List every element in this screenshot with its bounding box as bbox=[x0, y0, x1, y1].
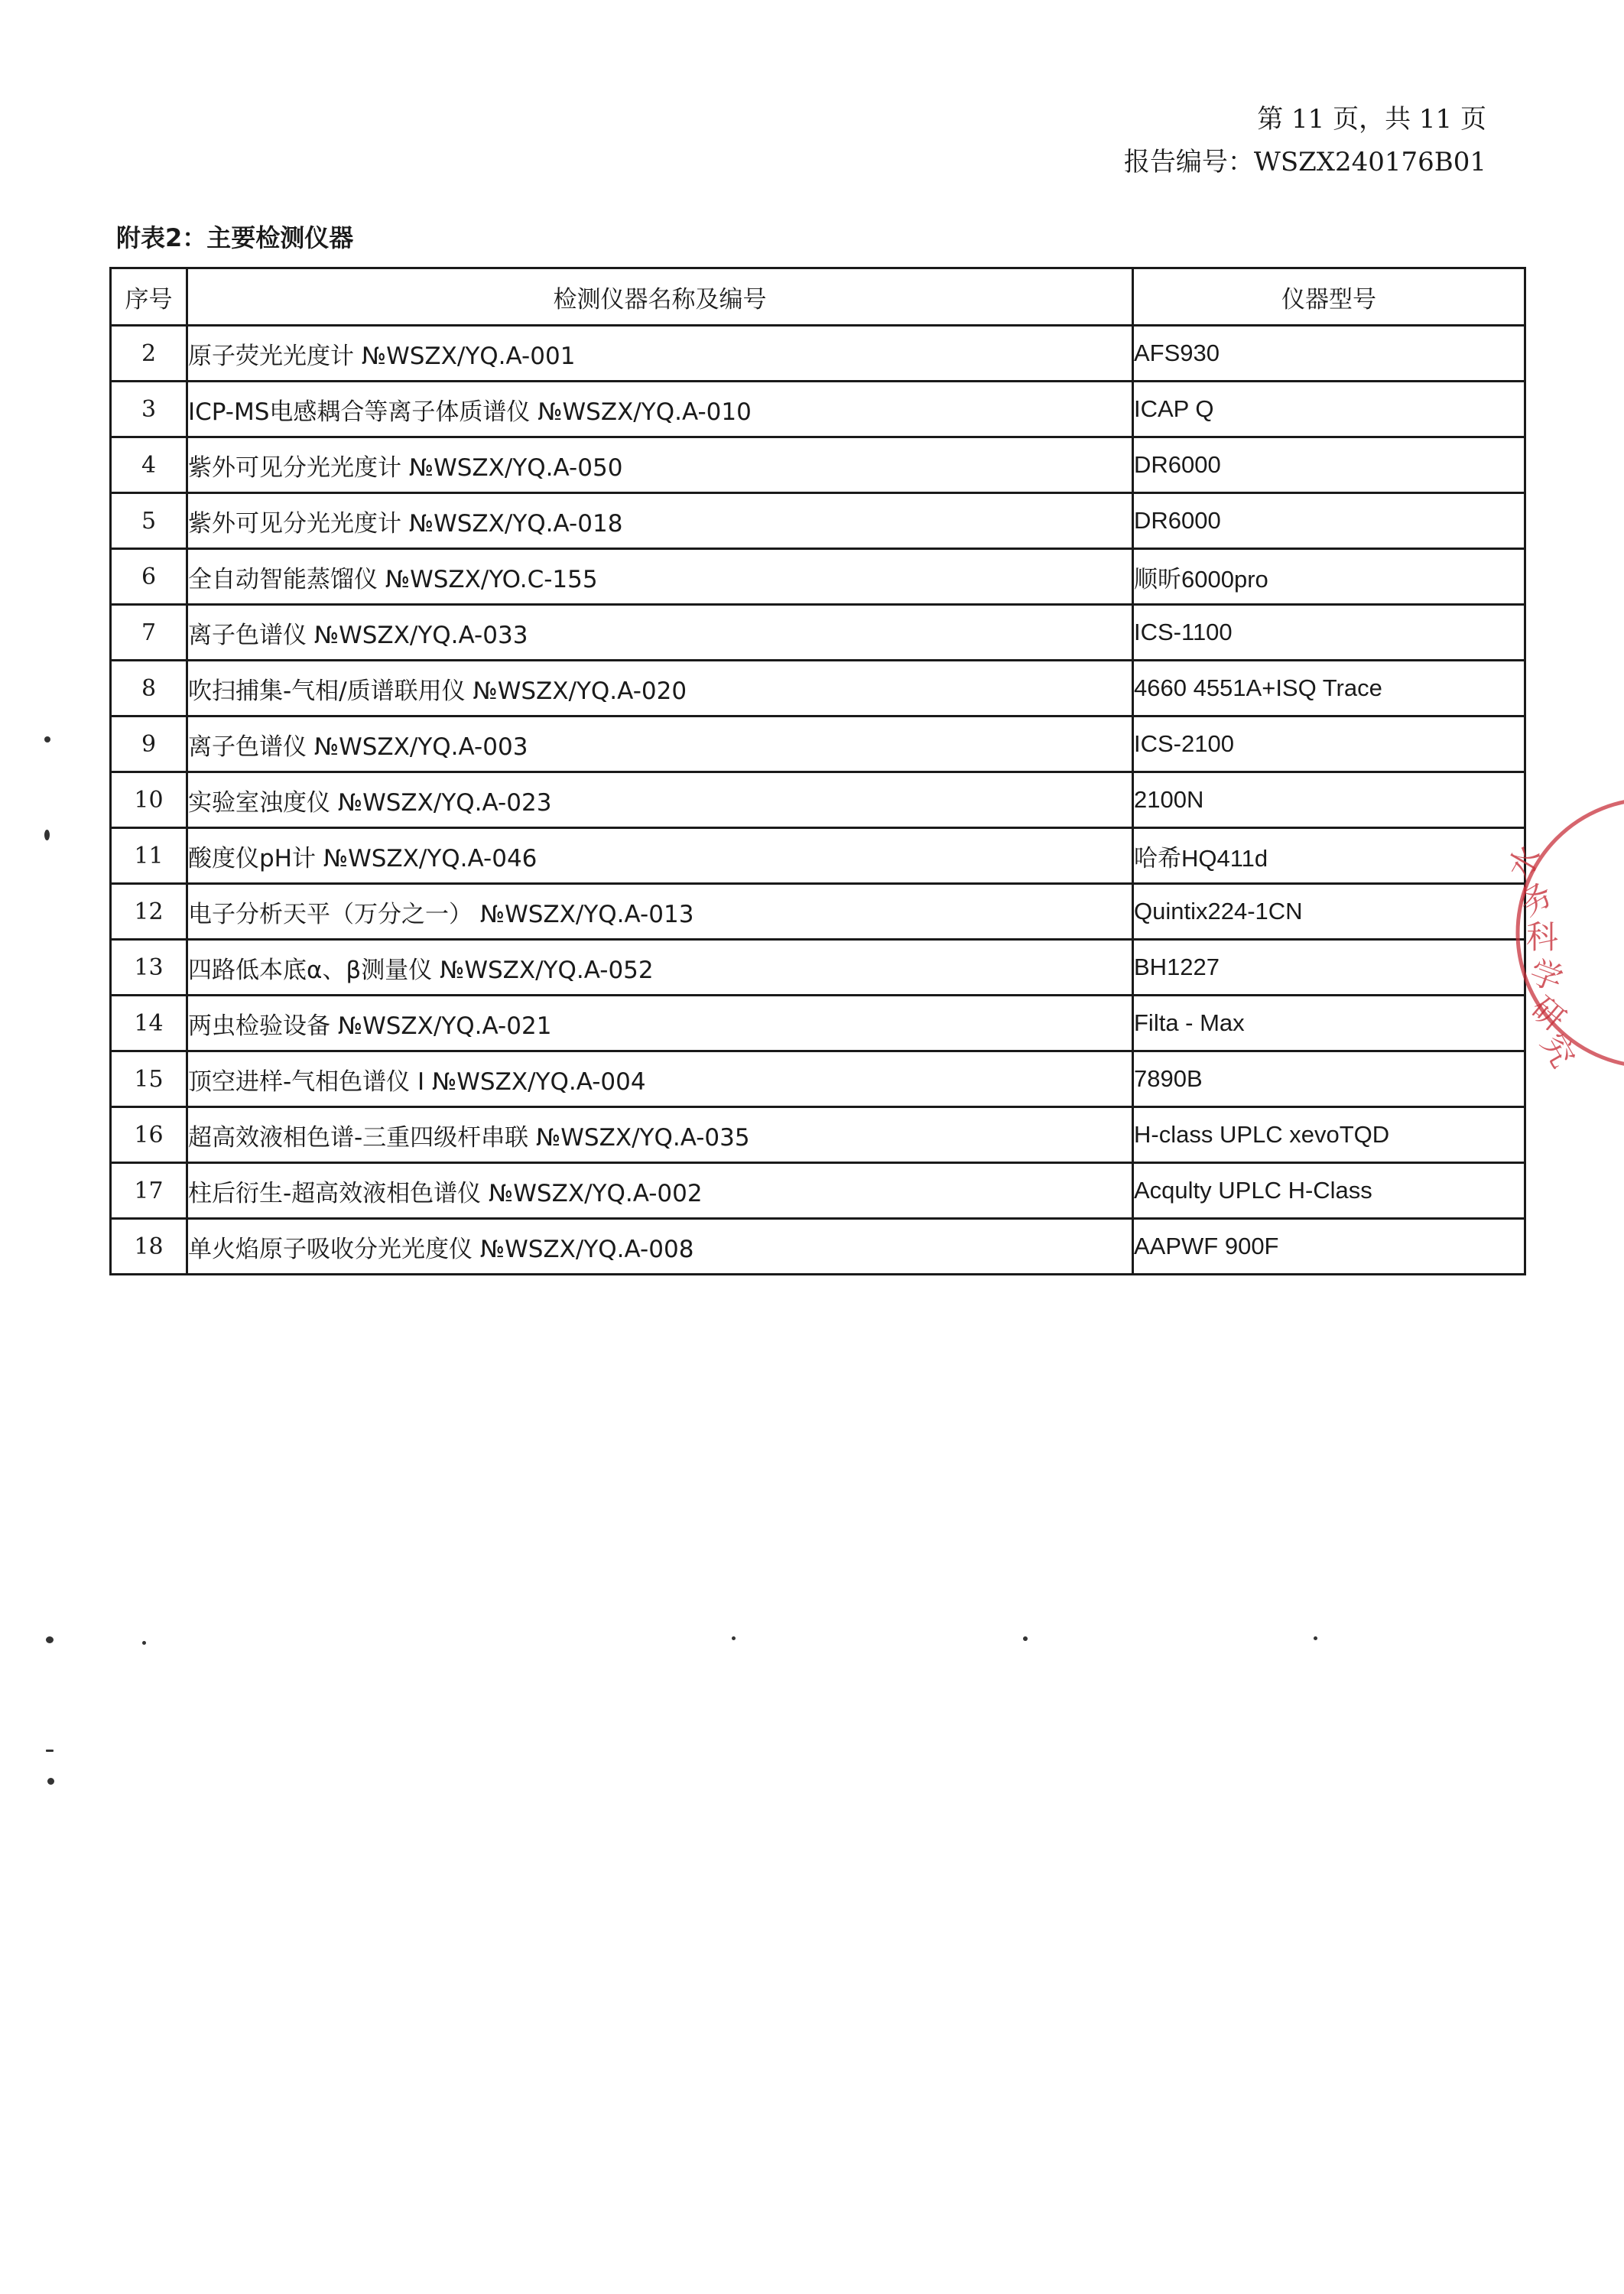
row-index: 9 bbox=[111, 716, 187, 772]
row-index: 11 bbox=[111, 828, 187, 884]
seal-char-2: 务 bbox=[1512, 874, 1560, 924]
table-row bbox=[111, 493, 1525, 549]
row-index: 10 bbox=[111, 772, 187, 828]
row-index: 4 bbox=[111, 437, 187, 493]
scan-speck bbox=[46, 1750, 54, 1752]
table-row bbox=[111, 772, 1525, 828]
instrument-name: 原子荧光光度计 №WSZX/YQ.A-001 bbox=[187, 326, 1133, 382]
column-header-index: 序号 bbox=[111, 268, 187, 326]
scan-speck bbox=[142, 1641, 146, 1645]
instrument-model: Acqulty UPLC H-Class bbox=[1133, 1163, 1525, 1219]
scan-speck bbox=[1023, 1636, 1028, 1641]
instrument-model: DR6000 bbox=[1133, 437, 1525, 493]
table-row bbox=[111, 382, 1525, 437]
instrument-model: DR6000 bbox=[1133, 493, 1525, 549]
table-row bbox=[111, 996, 1525, 1051]
instrument-model: 4660 4551A+ISQ Trace bbox=[1133, 661, 1525, 716]
table-row bbox=[111, 828, 1525, 884]
instrument-name: 柱后衍生-超高效液相色谱仪 №WSZX/YQ.A-002 bbox=[187, 1163, 1133, 1219]
scan-speck bbox=[1314, 1636, 1317, 1640]
instrument-name: 单火焰原子吸收分光光度仪 №WSZX/YQ.A-008 bbox=[187, 1219, 1133, 1275]
seal-char-6: 究 bbox=[1533, 1027, 1583, 1074]
table-row bbox=[111, 940, 1525, 996]
instrument-name: 超高效液相色谱-三重四级杆串联 №WSZX/YQ.A-035 bbox=[187, 1107, 1133, 1163]
instrument-name: ICP-MS电感耦合等离子体质谱仪 №WSZX/YQ.A-010 bbox=[187, 382, 1133, 437]
scan-speck bbox=[44, 736, 50, 742]
row-index: 7 bbox=[111, 605, 187, 661]
instrument-name: 酸度仪pH计 №WSZX/YQ.A-046 bbox=[187, 828, 1133, 884]
instrument-name: 离子色谱仪 №WSZX/YQ.A-033 bbox=[187, 605, 1133, 661]
row-index: 14 bbox=[111, 996, 187, 1051]
row-index: 3 bbox=[111, 382, 187, 437]
row-index: 6 bbox=[111, 549, 187, 605]
instrument-name: 实验室浊度仪 №WSZX/YQ.A-023 bbox=[187, 772, 1133, 828]
instrument-model: AAPWF 900F bbox=[1133, 1219, 1525, 1275]
table-row bbox=[111, 326, 1525, 382]
scan-speck bbox=[44, 830, 50, 840]
instrument-name: 吹扫捕集-气相/质谱联用仪 №WSZX/YQ.A-020 bbox=[187, 661, 1133, 716]
instrument-model: ICAP Q bbox=[1133, 382, 1525, 437]
row-index: 16 bbox=[111, 1107, 187, 1163]
seal-char-4: 学 bbox=[1525, 952, 1568, 999]
seal-char-5: 研 bbox=[1524, 989, 1573, 1038]
seal-char-1: 水 bbox=[1500, 839, 1549, 886]
instrument-name: 离子色谱仪 №WSZX/YQ.A-003 bbox=[187, 716, 1133, 772]
table-row bbox=[111, 661, 1525, 716]
table-row bbox=[111, 549, 1525, 605]
row-index: 15 bbox=[111, 1051, 187, 1107]
table-header-row bbox=[111, 268, 1525, 326]
page-header bbox=[1124, 98, 1486, 184]
table-title: 附表2：主要检测仪器 bbox=[116, 223, 354, 252]
instrument-model: AFS930 bbox=[1133, 326, 1525, 382]
page-info: 第 11 页，共 11 页 bbox=[1257, 104, 1486, 135]
scan-speck bbox=[732, 1636, 736, 1640]
instrument-name: 电子分析天平（万分之一） №WSZX/YQ.A-013 bbox=[187, 884, 1133, 940]
row-index: 12 bbox=[111, 884, 187, 940]
table-row bbox=[111, 1107, 1525, 1163]
table-row bbox=[111, 605, 1525, 661]
report-number: 报告编号：WSZX240176B01 bbox=[1123, 147, 1486, 177]
instrument-name: 紫外可见分光光度计 №WSZX/YQ.A-050 bbox=[187, 437, 1133, 493]
seal-char-3: 科 bbox=[1526, 918, 1559, 956]
column-header-instrument: 检测仪器名称及编号 bbox=[187, 268, 1133, 326]
row-index: 2 bbox=[111, 326, 187, 382]
instrument-model: H-class UPLC xevoTQD bbox=[1133, 1107, 1525, 1163]
table-body bbox=[111, 326, 1525, 1275]
row-index: 5 bbox=[111, 493, 187, 549]
table-row bbox=[111, 437, 1525, 493]
instrument-model: 7890B bbox=[1133, 1051, 1525, 1107]
instrument-name: 全自动智能蒸馏仪 №WSZX/YO.C-155 bbox=[187, 549, 1133, 605]
instrument-model: 哈希HQ411d bbox=[1133, 828, 1525, 884]
instrument-model: Filta - Max bbox=[1133, 996, 1525, 1051]
instrument-model: ICS-2100 bbox=[1133, 716, 1525, 772]
scan-speck bbox=[46, 1636, 54, 1643]
table-row bbox=[111, 1051, 1525, 1107]
row-index: 8 bbox=[111, 661, 187, 716]
instrument-name: 紫外可见分光光度计 №WSZX/YQ.A-018 bbox=[187, 493, 1133, 549]
instrument-model: 顺昕6000pro bbox=[1133, 549, 1525, 605]
table-row bbox=[111, 1163, 1525, 1219]
instrument-name: 四路低本底α、β测量仪 №WSZX/YQ.A-052 bbox=[187, 940, 1133, 996]
instruments-table bbox=[109, 267, 1526, 1275]
column-header-model: 仪器型号 bbox=[1133, 268, 1525, 326]
instrument-model: BH1227 bbox=[1133, 940, 1525, 996]
instrument-model: ICS-1100 bbox=[1133, 605, 1525, 661]
table-row bbox=[111, 884, 1525, 940]
table-row bbox=[111, 1219, 1525, 1275]
row-index: 17 bbox=[111, 1163, 187, 1219]
table-row bbox=[111, 716, 1525, 772]
instrument-name: 顶空进样-气相色谱仪 I №WSZX/YQ.A-004 bbox=[187, 1051, 1133, 1107]
row-index: 13 bbox=[111, 940, 187, 996]
instrument-model: 2100N bbox=[1133, 772, 1525, 828]
scan-speck bbox=[47, 1778, 54, 1785]
instrument-name: 两虫检验设备 №WSZX/YQ.A-021 bbox=[187, 996, 1133, 1051]
row-index: 18 bbox=[111, 1219, 187, 1275]
instrument-model: Quintix224-1CN bbox=[1133, 884, 1525, 940]
